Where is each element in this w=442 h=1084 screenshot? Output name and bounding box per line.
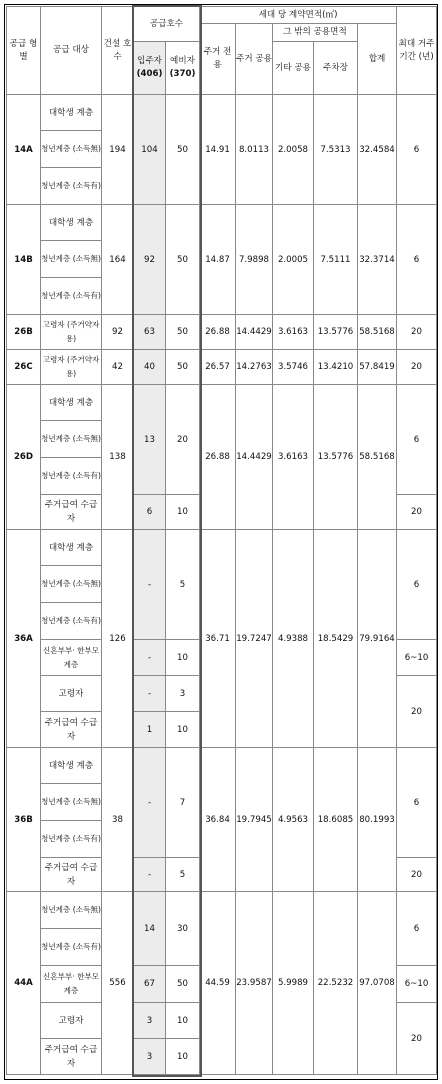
period-cell: 6: [397, 205, 437, 315]
target-cell: 청년계층 (소득有): [41, 821, 102, 858]
period-cell: 6: [397, 95, 437, 205]
table-row: [7, 95, 437, 131]
area-common-cell: 14.2763: [236, 350, 273, 385]
area-total-cell: 57.8419: [358, 350, 397, 385]
header-resident-label: 입주자: [137, 56, 162, 66]
area-common-cell: 23.9587: [236, 892, 273, 1075]
header-resident: [134, 42, 166, 95]
built-cell: 38: [102, 748, 134, 892]
area-excl-cell: 36.71: [200, 530, 236, 748]
resident-cell: -: [134, 530, 166, 640]
target-cell: 청년계층 (소득有): [41, 929, 102, 966]
area-total-cell: 80.1993: [358, 748, 397, 892]
reserve-cell: 3: [166, 676, 200, 712]
header-resident-count: (406): [136, 69, 163, 79]
target-cell: 주거급여 수급자: [41, 495, 102, 530]
resident-cell: 40: [134, 350, 166, 385]
table-row: [7, 385, 437, 421]
area-other-cell: 2.0005: [273, 205, 314, 315]
target-cell: 신혼부부· 한부모계층: [41, 640, 102, 676]
area-parking-cell: 22.5232: [314, 892, 358, 1075]
target-cell: 청년계층 (소득無): [41, 421, 102, 458]
target-cell: 청년계층 (소득無): [41, 131, 102, 168]
header-reserve-label: 예비자: [170, 56, 195, 66]
area-common-cell: 19.7247: [236, 530, 273, 748]
area-excl-cell: 36.84: [200, 748, 236, 892]
header-other-common-title: 그 밖의 공용면적: [273, 24, 358, 42]
area-common-cell: 7.9898: [236, 205, 273, 315]
table-row: [7, 205, 437, 241]
resident-cell: -: [134, 858, 166, 892]
built-cell: 42: [102, 350, 134, 385]
type-cell: 14A: [7, 95, 41, 205]
header-type: 공급 형별: [7, 7, 41, 95]
target-cell: 대학생 계층: [41, 95, 102, 131]
resident-cell: 67: [134, 966, 166, 1003]
area-other-cell: 3.6163: [273, 385, 314, 530]
reserve-cell: 10: [166, 495, 200, 530]
header-built: 건설 호수: [102, 7, 134, 95]
area-common-cell: 8.0113: [236, 95, 273, 205]
area-parking-cell: 7.5111: [314, 205, 358, 315]
resident-cell: 63: [134, 315, 166, 350]
resident-cell: -: [134, 676, 166, 712]
table-row: [7, 892, 437, 929]
area-excl-cell: 26.57: [200, 350, 236, 385]
period-cell: 6~10: [397, 966, 437, 1003]
reserve-cell: 50: [166, 350, 200, 385]
reserve-cell: 10: [166, 640, 200, 676]
reserve-cell: 20: [166, 385, 200, 495]
resident-cell: 3: [134, 1039, 166, 1075]
area-parking-cell: 13.4210: [314, 350, 358, 385]
reserve-cell: 10: [166, 712, 200, 748]
period-cell: 6~10: [397, 640, 437, 676]
resident-cell: 6: [134, 495, 166, 530]
header-other-common: 기타 공용: [273, 42, 314, 95]
target-cell: 대학생 계층: [41, 385, 102, 421]
area-other-cell: 4.9563: [273, 748, 314, 892]
type-cell: 14B: [7, 205, 41, 315]
area-excl-cell: 44.59: [200, 892, 236, 1075]
area-other-cell: 4.9388: [273, 530, 314, 748]
target-cell: 고령자 (주거약자용): [41, 350, 102, 385]
resident-cell: 92: [134, 205, 166, 315]
area-parking-cell: 18.6085: [314, 748, 358, 892]
period-cell: 6: [397, 530, 437, 640]
period-cell: 6: [397, 892, 437, 966]
reserve-cell: 10: [166, 1039, 200, 1075]
target-cell: 청년계층 (소득有): [41, 603, 102, 640]
type-cell: 36A: [7, 530, 41, 748]
table-row: [7, 315, 437, 350]
area-total-cell: 79.9164: [358, 530, 397, 748]
reserve-cell: 5: [166, 858, 200, 892]
area-parking-cell: 7.5313: [314, 95, 358, 205]
built-cell: 138: [102, 385, 134, 530]
type-cell: 26C: [7, 350, 41, 385]
target-cell: 주거급여 수급자: [41, 858, 102, 892]
built-cell: 194: [102, 95, 134, 205]
table-row: [7, 350, 437, 385]
resident-cell: 14: [134, 892, 166, 966]
target-cell: 청년계층 (소득無): [41, 566, 102, 603]
reserve-cell: 30: [166, 892, 200, 966]
reserve-cell: 50: [166, 315, 200, 350]
header-target: 공급 대상: [41, 7, 102, 95]
table-row: [7, 530, 437, 566]
type-cell: 36B: [7, 748, 41, 892]
target-cell: 청년계층 (소득無): [41, 892, 102, 929]
type-cell: 26D: [7, 385, 41, 530]
type-cell: 26B: [7, 315, 41, 350]
area-excl-cell: 14.91: [200, 95, 236, 205]
period-cell: 20: [397, 350, 437, 385]
area-common-cell: 14.4429: [236, 385, 273, 530]
area-parking-cell: 13.5776: [314, 315, 358, 350]
area-excl-cell: 26.88: [200, 385, 236, 530]
area-excl-cell: 14.87: [200, 205, 236, 315]
period-cell: 20: [397, 495, 437, 530]
table-row: [7, 748, 437, 784]
area-total-cell: 32.3714: [358, 205, 397, 315]
area-excl-cell: 26.88: [200, 315, 236, 350]
period-cell: 20: [397, 858, 437, 892]
area-total-cell: 97.0708: [358, 892, 397, 1075]
header-reserve: [166, 42, 200, 95]
period-cell: 20: [397, 1003, 437, 1075]
resident-cell: 13: [134, 385, 166, 495]
area-other-cell: 3.5746: [273, 350, 314, 385]
header-area-title: 세대 당 계약면적(㎡): [200, 7, 397, 24]
target-cell: 대학생 계층: [41, 748, 102, 784]
area-other-cell: 2.0058: [273, 95, 314, 205]
area-common-cell: 19.7945: [236, 748, 273, 892]
type-cell: 44A: [7, 892, 41, 1075]
reserve-cell: 50: [166, 966, 200, 1003]
area-total-cell: 32.4584: [358, 95, 397, 205]
target-cell: 청년계층 (소득有): [41, 458, 102, 495]
resident-cell: 1: [134, 712, 166, 748]
target-cell: 청년계층 (소득無): [41, 241, 102, 278]
target-cell: 청년계층 (소득有): [41, 278, 102, 315]
header-parking: 주차장: [314, 42, 358, 95]
reserve-cell: 50: [166, 95, 200, 205]
target-cell: 주거급여 수급자: [41, 712, 102, 748]
built-cell: 556: [102, 892, 134, 1075]
target-cell: 대학생 계층: [41, 530, 102, 566]
header-res-common: 주거 공용: [236, 24, 273, 95]
supply-table: [6, 6, 437, 1075]
built-cell: 126: [102, 530, 134, 748]
resident-cell: 104: [134, 95, 166, 205]
area-other-cell: 5.9989: [273, 892, 314, 1075]
resident-cell: -: [134, 640, 166, 676]
area-total-cell: 58.5168: [358, 385, 397, 530]
period-cell: 6: [397, 385, 437, 495]
area-parking-cell: 13.5776: [314, 385, 358, 530]
built-cell: 164: [102, 205, 134, 315]
target-cell: 청년계층 (소득無): [41, 784, 102, 821]
target-cell: 청년계층 (소득有): [41, 168, 102, 205]
header-total: 합계: [358, 24, 397, 95]
header-reserve-count: (370): [169, 69, 196, 79]
target-cell: 대학생 계층: [41, 205, 102, 241]
reserve-cell: 5: [166, 530, 200, 640]
area-total-cell: 58.5168: [358, 315, 397, 350]
target-cell: 신혼부부· 한부모계층: [41, 966, 102, 1003]
reserve-cell: 10: [166, 1003, 200, 1039]
header-max-period: 최대 거주 기간 (년): [397, 7, 437, 95]
target-cell: 고령자 (주거약자용): [41, 315, 102, 350]
target-cell: 고령자: [41, 1003, 102, 1039]
area-other-cell: 3.6163: [273, 315, 314, 350]
header-res-exclusive: 주거 전용: [200, 24, 236, 95]
reserve-cell: 50: [166, 205, 200, 315]
resident-cell: -: [134, 748, 166, 858]
period-cell: 20: [397, 676, 437, 748]
area-common-cell: 14.4429: [236, 315, 273, 350]
header-supply-units: 공급호수: [134, 7, 200, 42]
period-cell: 6: [397, 748, 437, 858]
period-cell: 20: [397, 315, 437, 350]
target-cell: 고령자: [41, 676, 102, 712]
built-cell: 92: [102, 315, 134, 350]
area-parking-cell: 18.5429: [314, 530, 358, 748]
target-cell: 주거급여 수급자: [41, 1039, 102, 1075]
reserve-cell: 7: [166, 748, 200, 858]
resident-cell: 3: [134, 1003, 166, 1039]
